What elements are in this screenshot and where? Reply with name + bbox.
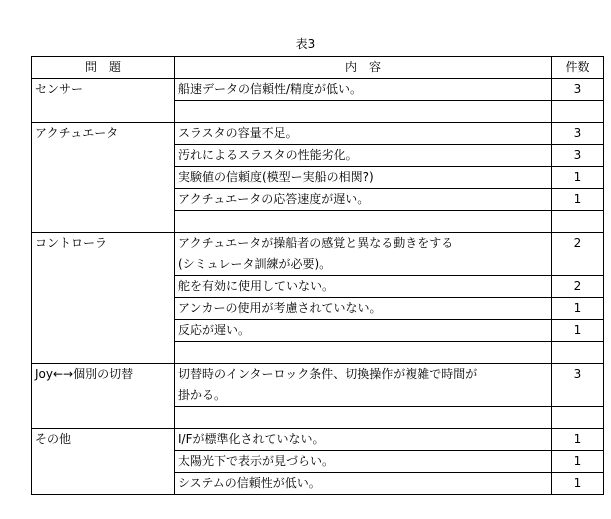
table-row <box>32 320 604 342</box>
content-cell <box>175 189 552 211</box>
count-cell: 1 <box>552 167 604 189</box>
table-row <box>32 233 604 276</box>
table-body <box>32 79 604 495</box>
content-cell <box>175 298 552 320</box>
content-line: (シミュレータ訓練が必要)。 <box>178 257 332 271</box>
table-row <box>32 211 604 233</box>
table-row <box>32 276 604 298</box>
content-cell <box>175 451 552 473</box>
count-cell <box>552 342 604 364</box>
category-cell: アクチュエータ <box>32 123 175 145</box>
table-row <box>32 145 604 167</box>
content-line: システムの信頼性が低い。 <box>178 476 321 490</box>
content-cell <box>175 342 552 364</box>
table-row <box>32 407 604 429</box>
content-cell <box>175 473 552 495</box>
category-cell-empty <box>32 342 175 364</box>
count-cell: 1 <box>552 429 604 451</box>
table-row <box>32 167 604 189</box>
category-cell-empty <box>32 276 175 298</box>
table-row <box>32 473 604 495</box>
count-cell <box>552 211 604 233</box>
table-row <box>32 298 604 320</box>
category-cell-empty <box>32 145 175 167</box>
header-content: 内 容 <box>175 57 552 79</box>
table-row <box>32 79 604 101</box>
count-cell: 1 <box>552 189 604 211</box>
category-cell-empty <box>32 320 175 342</box>
content-cell <box>175 320 552 342</box>
header-row <box>32 57 604 79</box>
count-cell: 3 <box>552 145 604 167</box>
table-row <box>32 123 604 145</box>
category-cell-empty <box>32 473 175 495</box>
content-line: 太陽光下で表示が見づらい。 <box>178 454 335 468</box>
count-cell: 2 <box>552 276 604 298</box>
content-cell <box>175 364 552 407</box>
count-cell: 3 <box>552 364 604 407</box>
content-cell <box>175 79 552 101</box>
count-cell <box>552 407 604 429</box>
content-line: 船速データの信頼性/精度が低い。 <box>178 82 363 96</box>
category-cell-empty <box>32 407 175 429</box>
table-row <box>32 342 604 364</box>
table-row <box>32 189 604 211</box>
header-problem: 問 題 <box>32 57 175 79</box>
content-cell <box>175 407 552 429</box>
content-line: 舵を有効に使用していない。 <box>178 279 335 293</box>
content-line: アクチュエータの応答速度が遅い。 <box>178 192 370 206</box>
header-count: 件数 <box>552 57 604 79</box>
content-cell <box>175 167 552 189</box>
count-cell: 3 <box>552 123 604 145</box>
content-cell <box>175 123 552 145</box>
content-cell <box>175 276 552 298</box>
content-cell <box>175 429 552 451</box>
content-line: 反応が遅い。 <box>178 323 251 337</box>
count-cell <box>552 101 604 123</box>
table-row <box>32 364 604 407</box>
category-cell: センサー <box>32 79 175 101</box>
content-line: I/Fが標準化されていない。 <box>178 432 325 446</box>
problems-table <box>31 56 604 495</box>
category-cell: Joy←→個別の切替 <box>32 364 175 407</box>
content-cell <box>175 145 552 167</box>
category-cell-empty <box>32 211 175 233</box>
category-cell-empty <box>32 298 175 320</box>
count-cell: 1 <box>552 451 604 473</box>
category-cell: コントローラ <box>32 233 175 276</box>
count-cell: 2 <box>552 233 604 276</box>
table-row <box>32 451 604 473</box>
content-cell <box>175 101 552 123</box>
category-cell: その他 <box>32 429 175 451</box>
content-line: 実験値の信頼度(模型ー実船の相関?) <box>178 170 374 184</box>
table-caption: 表3 <box>295 37 316 51</box>
content-cell <box>175 211 552 233</box>
category-cell-empty <box>32 167 175 189</box>
count-cell: 1 <box>552 473 604 495</box>
content-cell <box>175 233 552 276</box>
content-line: 切替時のインターロック条件、切換操作が複雑で時間が <box>178 367 478 381</box>
count-cell: 1 <box>552 320 604 342</box>
count-cell: 1 <box>552 298 604 320</box>
content-line: スラスタの容量不足。 <box>178 126 298 140</box>
category-cell-empty <box>32 101 175 123</box>
content-line: アクチュエータが操船者の感覚と異なる動きをする <box>178 236 454 250</box>
table-row <box>32 429 604 451</box>
content-line: アンカーの使用が考慮されていない。 <box>178 301 382 315</box>
table-row <box>32 101 604 123</box>
count-cell: 3 <box>552 79 604 101</box>
category-cell-empty <box>32 189 175 211</box>
category-cell-empty <box>32 451 175 473</box>
content-line: 掛かる。 <box>178 388 227 402</box>
content-line: 汚れによるスラスタの性能劣化。 <box>178 148 358 162</box>
